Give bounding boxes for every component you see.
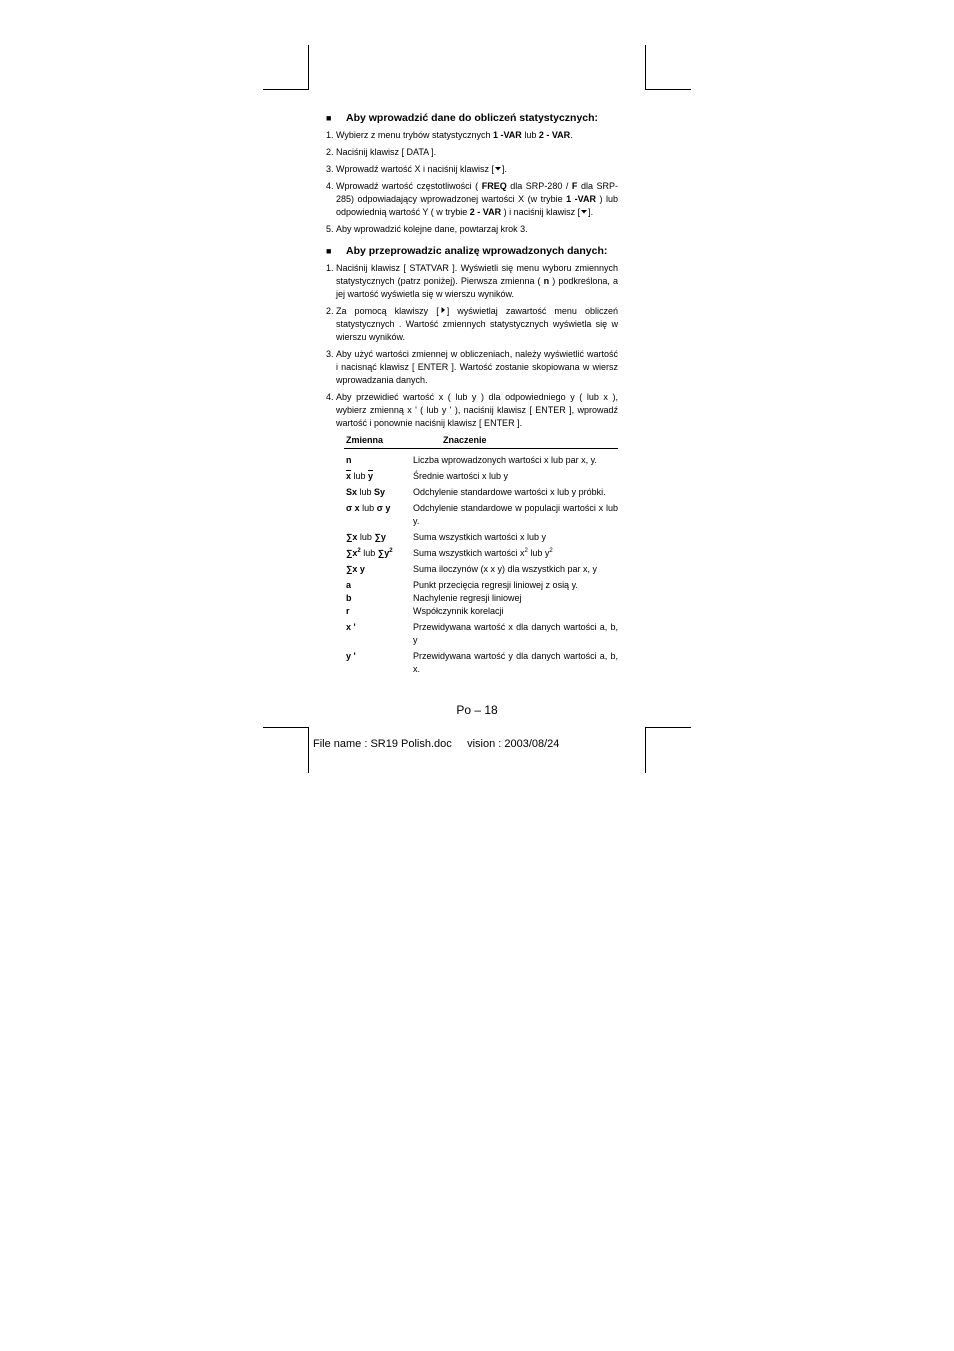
variable-meaning: Odchylenie standardowe wartości x lub y próbki. — [413, 487, 606, 497]
table-row — [344, 605, 618, 618]
heading-text: Aby przeprowadzic analizę wprowadzonych danych: — [346, 245, 608, 257]
variable-symbol — [346, 547, 413, 560]
bold-run: 2 - VAR — [538, 130, 571, 140]
bold-run: 1 -VAR — [492, 130, 522, 140]
file-footer: File name : SR19 Polish.doc vision : 2003/08/24 — [313, 738, 560, 750]
step-number: 1. — [326, 130, 334, 140]
table-row — [344, 592, 618, 605]
step-text: Aby wprowadzić kolejne dane, powtarzaj krok 3. — [336, 224, 528, 234]
page-content — [326, 112, 618, 679]
right-arrow-icon — [439, 306, 447, 314]
square-bullet-icon: ■ — [326, 113, 332, 123]
step-number: 3. — [326, 349, 334, 359]
list-item — [326, 223, 618, 236]
variable-meaning — [413, 547, 618, 560]
table-row — [344, 621, 618, 647]
variable-meaning: Nachylenie regresji liniowej — [413, 593, 522, 603]
steps-list — [326, 262, 618, 430]
variable-symbol — [346, 486, 413, 499]
crop-mark — [263, 727, 309, 728]
text-run: ]. — [502, 164, 508, 174]
symbol-part: lub — [359, 503, 377, 513]
text-run: ) i naciśnij klawisz [ — [501, 207, 581, 217]
variable-symbol: n — [346, 455, 352, 465]
variable-symbol: b — [346, 593, 352, 603]
crop-mark — [645, 45, 646, 90]
section-heading — [326, 245, 618, 258]
symbol-part: ∑x — [346, 548, 358, 558]
column-header: Znaczenie — [443, 435, 487, 445]
list-item — [326, 163, 618, 176]
symbol-part: lub — [360, 548, 378, 558]
step-text — [336, 305, 618, 344]
step-number: 4. — [326, 392, 334, 402]
list-item — [326, 262, 618, 301]
table-row — [344, 470, 618, 483]
symbol-part: $\overline{x}$ — [346, 471, 352, 481]
variable-meaning: Średnie wartości x lub y — [413, 471, 509, 481]
text-run: lub y — [527, 548, 550, 558]
text-run: Wybierz z menu trybów statystycznych — [336, 130, 493, 140]
section-heading — [326, 112, 618, 125]
down-arrow-icon — [494, 165, 502, 172]
variable-symbol: y ' — [346, 651, 356, 661]
page-number: Po – 18 — [456, 703, 498, 717]
step-number: 4. — [326, 181, 334, 191]
column-header: Zmienna — [346, 435, 384, 445]
list-item — [326, 305, 618, 344]
variable-meaning: Liczba wprowadzonych wartości x lub par x, y. — [413, 455, 597, 465]
crop-mark — [645, 727, 691, 728]
variable-symbol — [346, 531, 413, 544]
text-run: lub — [521, 130, 539, 140]
variable-symbol: r — [346, 606, 350, 616]
bold-run: FREQ — [481, 181, 507, 191]
list-item — [326, 180, 618, 219]
step-text: Aby przewidieć wartość x ( lub y ) dla odpowiedniego y ( lub x ), wybierz zmienną x ' ( lub y ' ), naciśnij klawisz [ ENTER ], wprowadź wartość i ponownie naciśnij klawisz [ ENTER ]. — [336, 392, 618, 428]
text-run: Wprowadź wartość częstotliwości ( — [336, 181, 482, 191]
text-run: ] wyświetlaj zawartość menu obliczeń statystycznych . Wartość zmiennych statystycznych wyświetla się w wierszu wyników. — [336, 306, 618, 342]
symbol-part: Sy — [374, 487, 386, 497]
variable-meaning: Odchylenie standardowe w populacji wartości x lub y. — [413, 503, 618, 526]
heading-text: Aby wprowadzić dane do obliczeń statystycznych: — [346, 112, 599, 124]
steps-list — [326, 129, 618, 236]
table-row — [344, 502, 618, 528]
variables-table — [344, 434, 618, 676]
text-run: ) podkreślona, a jej wartość wyświetla się w wierszu wyników. — [336, 276, 618, 299]
text-run: ) lub odpowiednią wartość Y ( w trybie — [336, 194, 618, 217]
table-row — [344, 547, 618, 560]
table-row — [344, 563, 618, 576]
text-run: . — [570, 130, 573, 140]
step-text: Naciśnij klawisz [ DATA ]. — [336, 147, 437, 157]
step-number: 2. — [326, 147, 334, 157]
symbol-part: σ y — [376, 503, 391, 513]
table-row — [344, 454, 618, 467]
step-number: 1. — [326, 263, 334, 273]
bold-run: 1 -VAR — [566, 194, 596, 204]
table-row — [344, 531, 618, 544]
variable-symbol: ∑x y — [346, 564, 365, 574]
step-text — [336, 180, 618, 219]
crop-mark — [645, 727, 646, 773]
square-bullet-icon: ■ — [326, 246, 332, 256]
symbol-part: $\overline{y}$ — [368, 471, 374, 481]
list-item — [326, 146, 618, 159]
variable-meaning: Suma iloczynów (x x y) dla wszystkich par x, y — [413, 564, 598, 574]
step-number: 3. — [326, 164, 334, 174]
variable-meaning: Przewidywana wartość x dla danych wartości a, b, y — [413, 622, 618, 645]
text-run: ]. — [588, 207, 594, 217]
symbol-part: lub — [351, 471, 369, 481]
symbol-part: Sx — [346, 487, 358, 497]
symbol-part: ∑y — [377, 548, 390, 558]
text-run: Wprowadź wartość X i naciśnij klawisz [ — [336, 164, 495, 174]
variable-symbol: a — [346, 580, 352, 590]
superscript: 2 — [357, 548, 361, 554]
superscript: 2 — [549, 548, 553, 554]
list-item — [326, 391, 618, 430]
text-run: dla SRP-285) odpowiadający wprowadzonej wartości X (w trybie — [336, 181, 618, 204]
crop-mark — [308, 45, 309, 90]
step-text — [336, 262, 618, 301]
list-item — [326, 348, 618, 387]
superscript: 2 — [524, 548, 528, 554]
table-header — [344, 434, 618, 449]
variable-symbol — [346, 470, 413, 483]
bold-run: F — [571, 181, 578, 191]
variable-meaning: Punkt przecięcia regresji liniowej z osią y. — [413, 580, 578, 590]
step-number: 5. — [326, 224, 334, 234]
list-item — [326, 129, 618, 142]
symbol-part: ∑x — [346, 532, 358, 542]
crop-mark — [645, 89, 691, 90]
superscript: 2 — [389, 548, 393, 554]
down-arrow-icon — [580, 208, 588, 215]
variable-symbol — [346, 502, 413, 528]
symbol-part: lub — [357, 487, 375, 497]
text-run: dla SRP-280 / — [506, 181, 572, 191]
table-row — [344, 650, 618, 676]
bold-run: 2 - VAR — [469, 207, 502, 217]
variable-meaning: Przewidywana wartość y dla danych wartości a, b, x. — [413, 651, 618, 674]
step-text: Aby użyć wartości zmiennej w obliczeniach, należy wyświetlić wartość i nacisnąć klawisz [ ENTER ]. Wartość zostanie skopiowana w wiersz wprowadzania danych. — [336, 349, 618, 385]
symbol-part: σ x — [346, 503, 360, 513]
symbol-part: ∑y — [374, 532, 386, 542]
table-row — [344, 486, 618, 499]
symbol-part: lub — [357, 532, 375, 542]
variable-meaning: Współczynnik korelacji — [413, 606, 504, 616]
crop-mark — [308, 727, 309, 773]
text-run: Za pomocą klawiszy [ — [336, 306, 439, 316]
text-run: Naciśnij klawisz [ STATVAR ]. Wyświetli się menu wyboru zmiennych statystycznych (patrz poniżej). Pierwsza zmienna ( — [336, 263, 618, 286]
step-number: 2. — [326, 306, 334, 316]
step-text — [336, 163, 618, 176]
table-row — [344, 579, 618, 592]
variable-symbol: x ' — [346, 622, 356, 632]
step-text — [336, 129, 618, 142]
variable-meaning: Suma wszystkich wartości x lub y — [413, 532, 547, 542]
bold-run: n — [543, 276, 550, 286]
crop-mark — [263, 89, 309, 90]
text-run: Suma wszystkich wartości x — [413, 548, 525, 558]
